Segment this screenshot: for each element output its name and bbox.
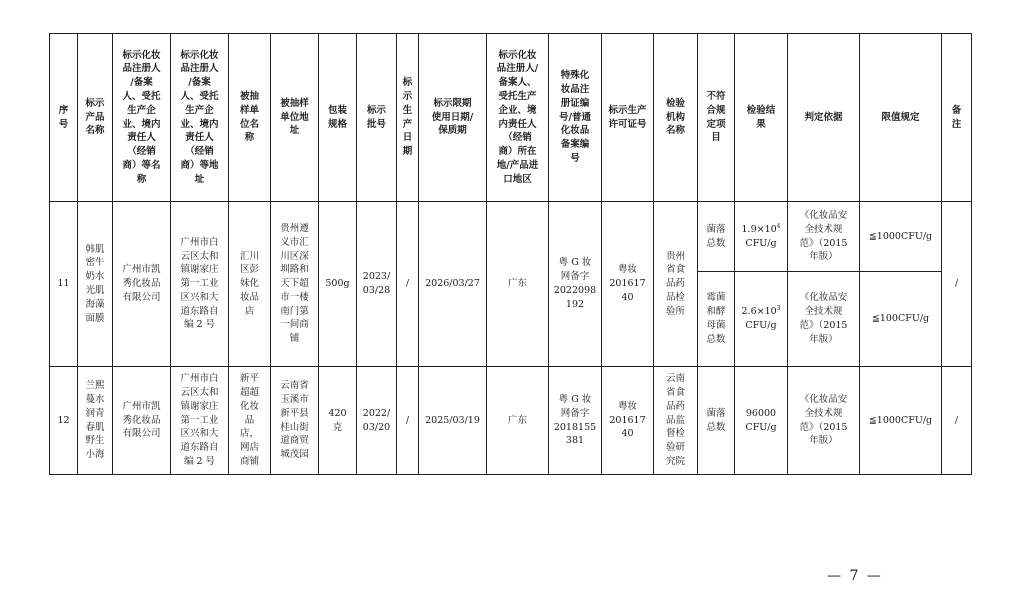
result-unit: CFU/g (745, 237, 777, 249)
result-unit: CFU/g (745, 320, 777, 331)
header-origin: 标示化妆 品注册人/ 备案人、 受托生产 企业、境 内责任人 （经销 商）所在 地/产品进 口地区 (487, 34, 549, 202)
cell-sampled-unit: 汇川 区彭 妹化 妆品 店 (229, 202, 271, 367)
cell-seq: 11 (50, 202, 78, 367)
header-remarks: 备 注 (942, 34, 972, 202)
cell-license: 粤妆 201617 40 (602, 202, 654, 367)
cell-license: 粤妆 201617 40 (602, 367, 654, 475)
cell-prod-date: / (397, 202, 419, 367)
cell-result (735, 202, 788, 272)
cell-remarks: / (942, 202, 972, 367)
cell-registrant: 广州市凯 秀化妆品 有限公司 (113, 367, 171, 475)
inspection-results-table (49, 33, 972, 475)
header-registrant: 标示化妆 品注册人 /备案 人、受托 生产企 业、境内 责任人 （经销 商）等名 称 (113, 34, 171, 202)
table-row (50, 367, 972, 475)
cell-limit: ≦100CFU/g (860, 272, 942, 367)
header-prod-date: 标 示 生 产 日 期 (397, 34, 419, 202)
header-special-cert: 特殊化 妆品注 册证编 号/普通 化妆品 备案编 号 (549, 34, 602, 202)
cell-basis: 《化妆品安 全技术规 范》（2015 年版） (788, 202, 860, 272)
cell-lab: 云南 省食 品药 品监 督检 验研 究院 (654, 367, 698, 475)
cell-registrant-address: 广州市白 云区太和 镇谢家庄 第一工业 区兴和大 道东路自 编 2 号 (171, 367, 229, 475)
cell-registrant: 广州市凯 秀化妆品 有限公司 (113, 202, 171, 367)
cell-spec: 500g (319, 202, 357, 367)
header-batch: 标示 批号 (357, 34, 397, 202)
cell-result: 96000 CFU/g (735, 367, 788, 475)
header-result: 检验结 果 (735, 34, 788, 202)
result-exponent: 3 (776, 305, 781, 313)
header-limit: 限值规定 (860, 34, 942, 202)
header-expiry: 标示限期 使用日期/ 保质期 (419, 34, 487, 202)
header-product-name: 标示 产品 名称 (78, 34, 113, 202)
cell-batch: 2023/ 03/28 (357, 202, 397, 367)
header-spec: 包装 规格 (319, 34, 357, 202)
cell-sampled-address: 贵州遵 义市汇 川区深 圳路和 天下超 市一楼 南门第 一间商 铺 (271, 202, 319, 367)
result-value: 2.6×10 (741, 306, 777, 318)
cell-product-name: 韩肌 密牛 奶水 光肌 海藻 面膜 (78, 202, 113, 367)
cell-failed-item: 菌落 总数 (698, 202, 735, 272)
table-row (50, 202, 972, 272)
header-basis: 判定依据 (788, 34, 860, 202)
cell-sampled-unit: 新平 超超 化妆 品 店， 网店 商铺 (229, 367, 271, 475)
cell-product-name: 兰熙 蔓水 润青 春肌 野生 小海 (78, 367, 113, 475)
cell-special-cert: 粤 G 妆 网备字 2018155 381 (549, 367, 602, 475)
header-lab: 检验 机构 名称 (654, 34, 698, 202)
result-value: 1.9×10 (741, 223, 777, 235)
cell-lab: 贵州 省食 品药 品检 验所 (654, 202, 698, 367)
result-exponent: 4 (776, 222, 781, 230)
header-failed-item: 不符 合规 定项 目 (698, 34, 735, 202)
header-sampled-unit: 被抽 样单 位名 称 (229, 34, 271, 202)
header-seq: 序 号 (50, 34, 78, 202)
cell-special-cert: 粤 G 妆 网备字 2022098 192 (549, 202, 602, 367)
cell-remarks: / (942, 367, 972, 475)
cell-origin: 广东 (487, 202, 549, 367)
cell-limit: ≦1000CFU/g (860, 367, 942, 475)
cell-limit: ≦1000CFU/g (860, 202, 942, 272)
header-sampled-address: 被抽样 单位地 址 (271, 34, 319, 202)
cell-expiry: 2025/03/19 (419, 367, 487, 475)
cell-result (735, 272, 788, 367)
cell-batch: 2022/ 03/20 (357, 367, 397, 475)
header-license: 标示生产 许可证号 (602, 34, 654, 202)
cell-basis: 《化妆品安 全技术规 范》（2015 年版） (788, 367, 860, 475)
page-number: — 7 — (827, 568, 883, 584)
header-registrant-address: 标示化妆 品注册人 /备案 人、受托 生产企 业、境内 责任人 （经销 商）等地 址 (171, 34, 229, 202)
cell-seq: 12 (50, 367, 78, 475)
cell-failed-item: 霉菌 和酵 母菌 总数 (698, 272, 735, 367)
cell-expiry: 2026/03/27 (419, 202, 487, 367)
cell-registrant-address: 广州市白 云区太和 镇谢家庄 第一工业 区兴和大 道东路自 编 2 号 (171, 202, 229, 367)
cell-failed-item: 菌落 总数 (698, 367, 735, 475)
cell-spec: 420 克 (319, 367, 357, 475)
cell-prod-date: / (397, 367, 419, 475)
header-row (50, 34, 972, 202)
cell-sampled-address: 云南省 玉溪市 新平县 桂山街 道商贸 城茂园 (271, 367, 319, 475)
cell-basis: 《化妆品安 全技术规 范》（2015 年版） (788, 272, 860, 367)
cell-origin: 广东 (487, 367, 549, 475)
